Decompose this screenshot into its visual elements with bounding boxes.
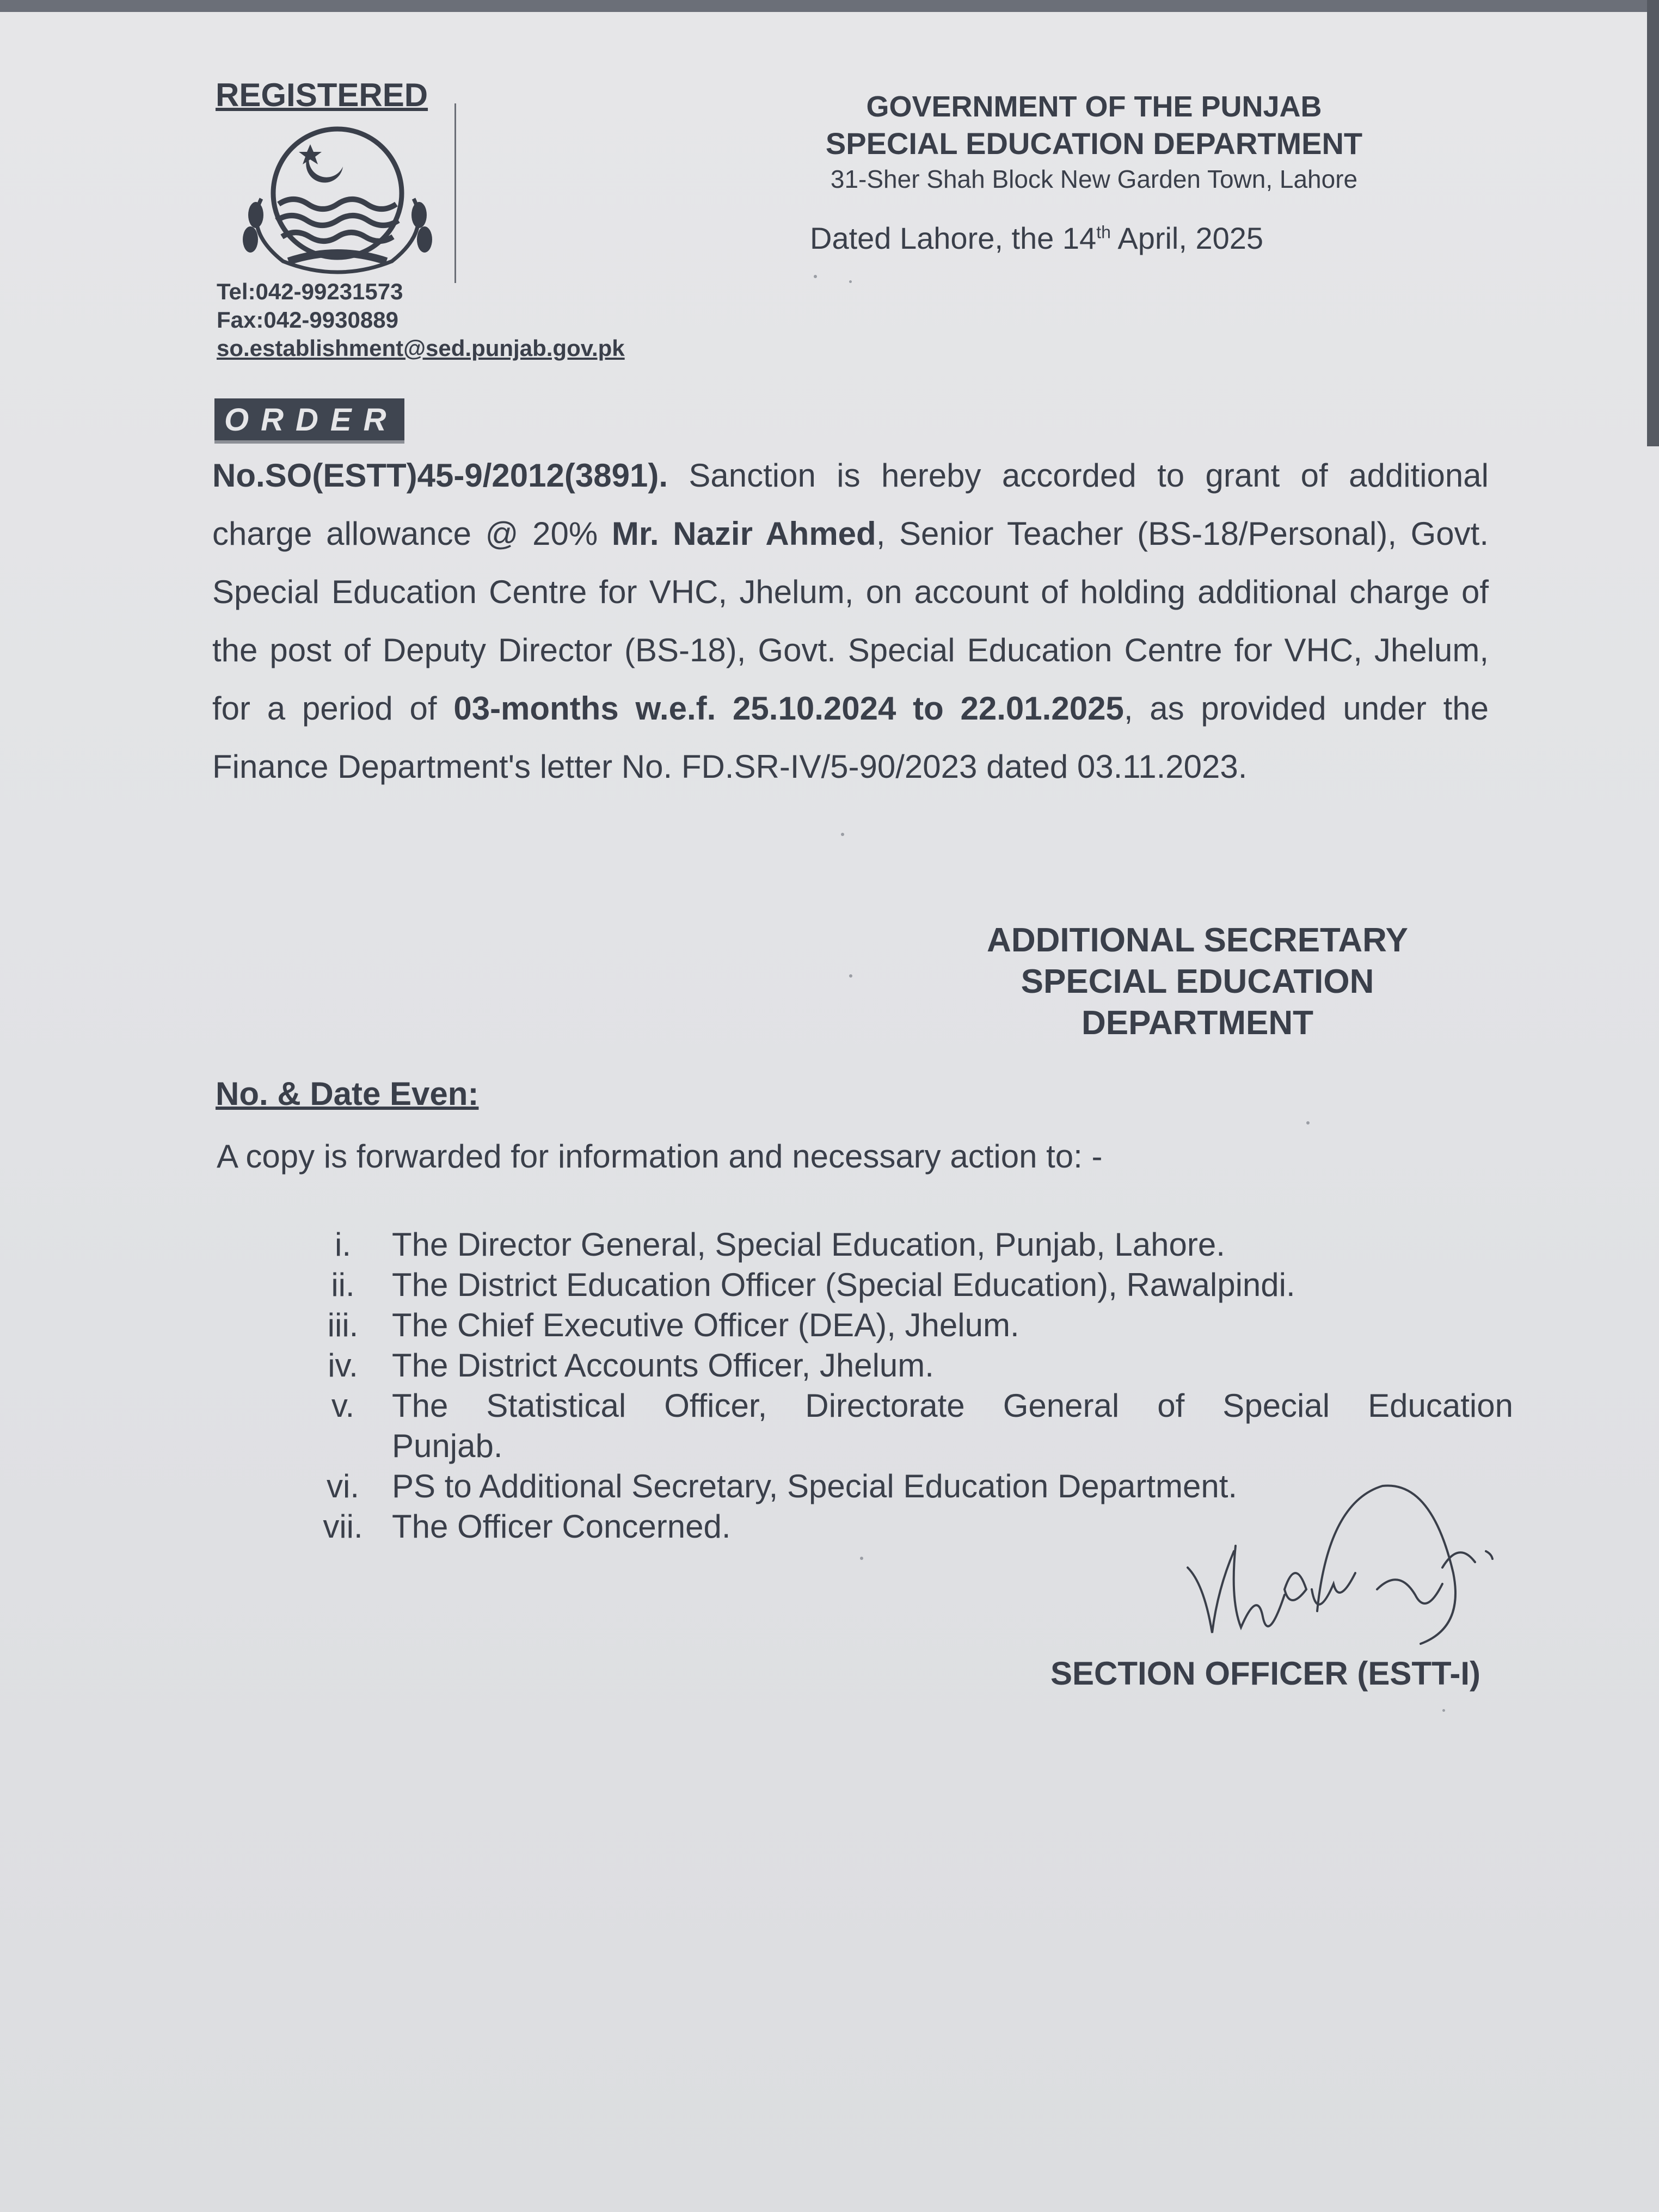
government-title: GOVERNMENT OF THE PUNJAB xyxy=(866,90,1322,123)
list-item-continuation: Punjab. xyxy=(392,1428,503,1464)
department-title: SPECIAL EDUCATION DEPARTMENT xyxy=(825,126,1363,161)
list-item: i. The Director General, Special Education, Punjab, Lahore. xyxy=(335,1226,1225,1263)
print-speck xyxy=(814,275,817,278)
print-speck xyxy=(1306,1121,1310,1125)
order-paragraph: No.SO(ESTT)45-9/2012(3891). Sanction is hereby accorded to grant of additional charge allowance @ 20% Mr. Nazir Ahmed, Senior Teacher (BS-18/Personal), Govt. Special Education Centre for VHC, Jhelum, on account of holding additional charge of the post of Deputy Director (BS-18), Govt. Special Education Centre for VHC, Jhelum, for a period of 03-months w.e.f. 25.10.2024 to 22.01.2025, as provided under the Finance Department's letter No. FD.SR-IV/5-90/2023 dated 03.11.2023. xyxy=(212,457,1489,785)
copy-forwarded-intro: A copy is forwarded for information and necessary action to: - xyxy=(217,1138,1103,1175)
print-speck xyxy=(1442,1709,1445,1712)
print-speck xyxy=(849,280,852,283)
contact-block xyxy=(217,278,625,362)
signatory-designation: ADDITIONAL SECRETARY SPECIAL EDUCATION DEPARTMENT xyxy=(987,921,1408,1042)
list-item: iv. The District Accounts Officer, Jhelum. xyxy=(328,1347,934,1384)
page-right-edge xyxy=(1647,0,1659,446)
officer-name: Mr. Nazir Ahmed xyxy=(611,515,876,552)
list-item: ii. The District Education Officer (Special Education), Rawalpindi. xyxy=(331,1267,1295,1303)
department-header xyxy=(789,90,1399,194)
order-heading: ORDER xyxy=(214,398,404,444)
list-item: vii. The Officer Concerned. xyxy=(323,1508,731,1545)
charge-period: 03-months w.e.f. 25.10.2024 to 22.01.2025 xyxy=(453,690,1124,727)
email-link[interactable]: so.establishment@sed.punjab.gov.pk xyxy=(217,335,625,361)
dated-line: Dated Lahore, the 14th April, 2025 xyxy=(810,221,1264,255)
punjab-government-seal-icon xyxy=(229,122,446,280)
list-item: v. The Statistical Officer, Directorate General of Special Education xyxy=(331,1387,1513,1424)
order-reference-number: No.SO(ESTT)45-9/2012(3891). xyxy=(212,457,668,494)
print-speck xyxy=(849,974,852,978)
print-speck xyxy=(841,833,844,836)
print-speck xyxy=(860,1557,863,1560)
registered-label: REGISTERED xyxy=(216,77,428,113)
fax: Fax:042-9930889 xyxy=(217,307,398,333)
list-item: vi. PS to Additional Secretary, Special Education Department. xyxy=(327,1468,1238,1504)
page-top-edge xyxy=(0,0,1659,12)
header-divider xyxy=(454,103,456,283)
department-address: 31-Sher Shah Block New Garden Town, Lahore xyxy=(830,165,1358,193)
no-date-even-heading: No. & Date Even: xyxy=(216,1076,479,1112)
telephone: Tel:042-99231573 xyxy=(217,279,403,304)
section-officer-designation: SECTION OFFICER (ESTT-I) xyxy=(1050,1655,1480,1692)
list-item: iii. The Chief Executive Officer (DEA), Jhelum. xyxy=(327,1307,1019,1343)
